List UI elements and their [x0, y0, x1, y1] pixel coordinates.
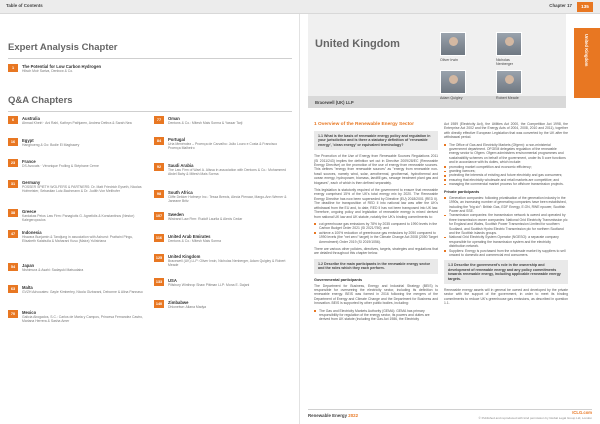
toc-entry-title: France: [22, 159, 36, 164]
article-column-2: [444, 122, 568, 309]
toc-entry-page: 107: [155, 214, 163, 218]
toc-entry-page: 77: [154, 116, 164, 124]
toc-entry-page: 6: [8, 116, 18, 124]
toc-entry-title: Portugal: [168, 137, 185, 142]
author-photo: [496, 70, 522, 94]
chapter-header-title: Chapter 17: [549, 3, 572, 8]
bullet-item: cut greenhouse gas emissions by 78% by 2035 compared to 1990 levels in the Carbon Budget Order 2021 (SI 2021/750); and: [314, 222, 438, 231]
toc-entry-title: The Potential for Low Carbon Hydrogen: [22, 64, 102, 69]
bullet-item: Transmission companies: the transmission network is owned and operated by three transmission owner companies: National Grid Electricity Transmission plc for England and Wales, Scottish Power Transmission Limited for southern Scotland, and Scottish Hydro Electric Transmission plc for northern Scotland and the Scottish islands groups.: [444, 213, 568, 235]
toc-entry-page: 140: [155, 302, 163, 306]
toc-entry-title: Sweden: [168, 212, 184, 217]
toc-entry-authors: Bracewell (UK) LLP: Oliver Irwin, Nicholas Nenberger, Adam Quigley & Robert Meade: [168, 259, 286, 268]
toc-entry-title: Saudi Arabia: [168, 163, 194, 168]
toc-entry-authors: Dentons & Co.: Mitesh Mais Sorma & Yassar Tarji: [168, 121, 243, 125]
toc-entry-authors: POSSER SPIETH WOLFERS & PARTNERS: Dr. Matt Friedrich Eyseth, Nicolas Hofmeister, Sebastian Lutz-Bachmann & Dr. Judith Von Meilhofer: [22, 185, 142, 194]
side-tab-label: United Kingdom: [584, 34, 589, 67]
section-title: 1 Overview of the Renewable Energy Sector: [314, 122, 414, 127]
toc-entry-title: Mexico: [22, 310, 37, 315]
qa-chapters-heading: Q&A Chapters: [8, 95, 73, 106]
toc-entry-authors: Wistrand Law Firm: Rudolf Laurila & Alexis Cedar: [168, 217, 243, 221]
toc-entry-title: Greece: [22, 209, 37, 214]
bullet-item: promoting market competition and economic efficiency;: [444, 165, 568, 169]
bullet-list: [444, 196, 568, 258]
author-photo: [496, 32, 522, 56]
toc-entry-authors: The Law Firm of Wael A. Alissa in association with Dentons & Co.: Mohammed Abdel Bahy & Mitesh Mais Sorma: [168, 168, 287, 177]
footer-site-link[interactable]: ICLG.com: [572, 410, 592, 415]
toc-entry-title: Malta: [22, 285, 33, 290]
paragraph: Renewable energy assets will in general be owned and developed by the private sector with the support of the government, in order to meet its binding commitments to reduce UK's greenhouse gas emissions, as described in question 1.1.: [444, 288, 568, 306]
toc-entry-page: 92: [154, 163, 164, 171]
bullet-item: achieve a 100% reduction of greenhouse gas emissions by 2050 compared to 1990 levels (the "net zero" target) in the Climate Change Act 2008 (2050 Target Amendment) Order 2019 (SI 2019/1056).: [314, 231, 438, 244]
bullet-item: The Office of Gas and Electricity Markets (Ofgem): a non-ministerial government department. OFGEM delegates regulation of the renewable energy sector to Ofgem. Ofgem administers environmental programmes and sustainability schemes on behalf of the government, under its 5 core functions and in accordance with its duties, which include:: [444, 143, 568, 165]
bullet-item: The Gas and Electricity Markets Authority (GEMA): GEMA has primary responsibility for regulation of the energy sector, its powers and duties are derived from UK statute (including the Gas Act 1986, the Electricity: [314, 309, 438, 322]
bullet-item: ensuring that electricity wholesale and retail markets are competitive; and: [444, 178, 568, 182]
divider: [8, 58, 292, 59]
toc-entry-authors: Uría Menéndez – Proença de Carvalho: João Louro e Costa & Francisco Proença Malheiro: [168, 142, 278, 151]
bullet-list: [314, 222, 438, 244]
toc-entry-title: Zimbabwe: [168, 300, 189, 305]
footer-site: [479, 410, 592, 420]
author-name: Nicholas Nenberger: [496, 58, 513, 67]
subheading: Governmental participants: [314, 277, 363, 282]
footer-brand: Renewable Energy: [308, 413, 348, 418]
toc-entry-title: Australia: [22, 116, 40, 121]
question-box: 1.3 Describe the government's role in the ownership and development of renewable energy and any policy commitments towards renewable energy, including applicable renewable energy targets.: [444, 260, 568, 284]
toc-entry-authors: Dhlonelwe: Allana Madya: [168, 305, 207, 309]
toc-entry-authors: DS Avocats · Véronique Frolling & Stéphane Cerne: [22, 164, 99, 168]
bullet-list: [314, 309, 438, 322]
country-title: United Kingdom: [315, 38, 400, 50]
footer-publication: [308, 413, 358, 418]
toc-entry-authors: Nishimura & Asahi: Sadayuki Matsudaira: [22, 268, 84, 272]
footer-year: 2022: [348, 413, 359, 418]
toc-entry-page: 1: [8, 64, 18, 72]
paragraph: The Promotion of the Use of Energy from Renewable Sources Regulations 2011 (SI 2011/243) implies the definition set out in Directive 2009/28/EC (Renewable Energy Directive) on the promotion of the use of energy from renewable sources. This defines "energy from renewable sources" as "energy from renewable non-fossil sources, namely wind, solar, aerothermal, geothermal, hydrothermal and ocean energy, hydropower, biomass, landfill gas, sewage treatment plant gas and biogases", each of which is then defined separately.: [314, 154, 438, 185]
divider: [8, 111, 292, 112]
toc-entry-authors: Cliffe Dekker Hofmeyr Inc.: Tessa Brewis, Alecia Pienaar, Margo-Ann Werner & Janeane Britz: [168, 195, 287, 204]
paragraph: The Department for Business, Energy and Industrial Strategy (BEIS) is responsible for overseeing the electricity sector, including its definition to renewable energy. BEIS was formed in 2016 following the mergers of the Department of Energy and Climate Change and the Department for Business and Innovation. BEIS is supported by other public bodies, including:: [314, 283, 438, 306]
firm-name: Bracewell (UK) LLP: [315, 100, 354, 105]
toc-entry-page: 125: [155, 256, 163, 260]
toc-header-title: Table of Contents: [6, 3, 43, 8]
question-box: 1.2 Describe the main participants in the renewable energy sector and the roles which they each perform.: [314, 259, 438, 274]
toc-entry-authors: Galicia Abogados, S.C.: Carlos de Maria y Campos, Princesa Fernandez Castro, Mariana Herrera & Sasha Amer: [22, 315, 143, 324]
toc-entry-title: Germany: [22, 180, 41, 185]
toc-entry-page: 54: [8, 263, 18, 271]
toc-entry-page: 84: [154, 137, 164, 145]
footer-copyright: © Published and reproduced with kind permission by Global Legal Group Ltd, London: [478, 416, 592, 420]
article-page: [300, 14, 600, 424]
toc-entry-page: 16: [8, 138, 18, 146]
toc-entry-title: Japan: [22, 263, 35, 268]
toc-entry-title: USA: [168, 278, 177, 283]
toc-entry-title: United Kingdom: [168, 254, 201, 259]
toc-entry-page: 38: [8, 209, 18, 217]
table-of-contents-page: [0, 14, 300, 424]
author-name: Adam Quigley: [440, 96, 463, 100]
toc-entry-title: Egypt: [22, 138, 34, 143]
toc-entry-page: 133: [155, 280, 163, 284]
page-number-badge: 135: [577, 2, 593, 12]
toc-entry-page: 47: [8, 230, 18, 238]
toc-entry-authors: Kardakas Peios Law Firm: Panagiotis G. Agnelidis & Konstantinos (Nestor) Kalegeropoulos: [22, 214, 135, 223]
toc-entry-page: 63: [8, 285, 18, 293]
toc-entry-page: 98: [154, 190, 164, 198]
top-bar: [0, 0, 600, 14]
toc-entry-authors: GVZH Advocates: Gayle Kimberley, Nicola Gizbarani, Debonne & Alina Pannaso: [22, 290, 143, 294]
toc-entry-authors: Hiswara Bunjamin & Tandjung in association with Ashurst: Pratiwini Pingu, Elisabeth Kalabulla & Maharani Kusu (Maira) Yulistriana: [22, 235, 134, 244]
country-header: [308, 14, 566, 96]
toc-entry-title: Oman: [168, 116, 180, 121]
bullet-item: granting licences;: [444, 169, 568, 173]
firm-band: [308, 96, 566, 108]
expert-analysis-heading: Expert Analysis Chapter: [8, 42, 118, 53]
toc-entry-title: Indonesia: [22, 230, 42, 235]
toc-entry-page: 23: [8, 159, 18, 167]
paragraph: This legislation is statutorily required of the government to ensure that renewable energy comprised 15% of the UK's total energy mix by 2020. The Renewable Energy Directive has now been superseded by Directive (EU) 2018/2001 (RED II). The deadline for transposition of RED II into national law was after the UK's withdrawal from the EU and, to date, RED II has not been transposed into UK law. Therefore, ongoing policy and legislation of renewable energy is mixed derived from national UK law and UK statute, notably the UK's binding commitments to:: [314, 188, 438, 219]
bullet-item: Generation companies: following privatisation of the generation industry in the 1990s, an increasing number of generating companies have been established, including the "big six": British Gas, EDF Energy, E.ON, RWE npower, Scottish Power and SSE.: [444, 196, 568, 214]
bullet-item: National Grid Electricity System Operator (NGESO): a separate company responsible for operating the transmission system and the electricity distribution network.: [444, 235, 568, 248]
paragraph: Act 1989 (Electricity Act), the Utilities Act 2000, the Competition Act 1998, the Enterprise Act 2002 and the Energy Acts of 2004, 2008, 2010 and 2011), together with directly effective European Legislation that was converted by the UK after the withdrawal period.: [444, 122, 568, 140]
bullet-item: managing the commercial market process for offshore transmission projects.: [444, 182, 568, 186]
country-side-tab[interactable]: [574, 28, 600, 98]
toc-entry-page: 116: [155, 236, 163, 240]
toc-entry-title: South Africa: [168, 190, 193, 195]
author-name: Robert Meade: [496, 96, 519, 100]
toc-entry-page: 31: [8, 180, 18, 188]
toc-entry-authors: Ahmad Kheiri · Ani Rahl, Kathryn Pathjaren, Andrew Dethra & Sarah Nea: [22, 121, 132, 125]
toc-entry-authors: Hilsch Moir Sariva, Denbow & Co.: [22, 69, 74, 73]
toc-entry-authors: Dentons & Co.: Mitesh Mais Sorma: [168, 239, 221, 243]
toc-entry-authors: Hanghoeng & Oo: Bodie El Maghawry: [22, 143, 80, 147]
author-name: Oliver Irwin: [440, 58, 458, 62]
toc-entry-title: United Arab Emirates: [168, 234, 211, 239]
subheading: Private participants: [444, 189, 480, 194]
bullet-item: protecting the interests of existing and future electricity and gas consumers;: [444, 173, 568, 177]
bullet-list: [444, 143, 568, 187]
article-column-1: [314, 122, 438, 325]
author-photo: [440, 32, 466, 56]
bullet-item: Suppliers: Energy is purchased from the wholesale market by suppliers to sell onward to domestic and commercial end consumers.: [444, 249, 568, 258]
toc-entry-page: 70: [8, 310, 18, 318]
paragraph: There are various other policies, directives, targets, strategies and regulations that are detailed throughout this chapter below.: [314, 246, 438, 256]
author-photo: [440, 70, 466, 94]
question-box: 1.1 What is the basis of renewable energy policy and regulation in your jurisdiction and is there a statutory definition of 'renewable energy', 'clean energy' or equivalent terminology?: [314, 131, 438, 150]
toc-entry-authors: Pillsbury Winthrop Shaw Pittman LLP: Mona E. Dajani: [168, 283, 250, 287]
